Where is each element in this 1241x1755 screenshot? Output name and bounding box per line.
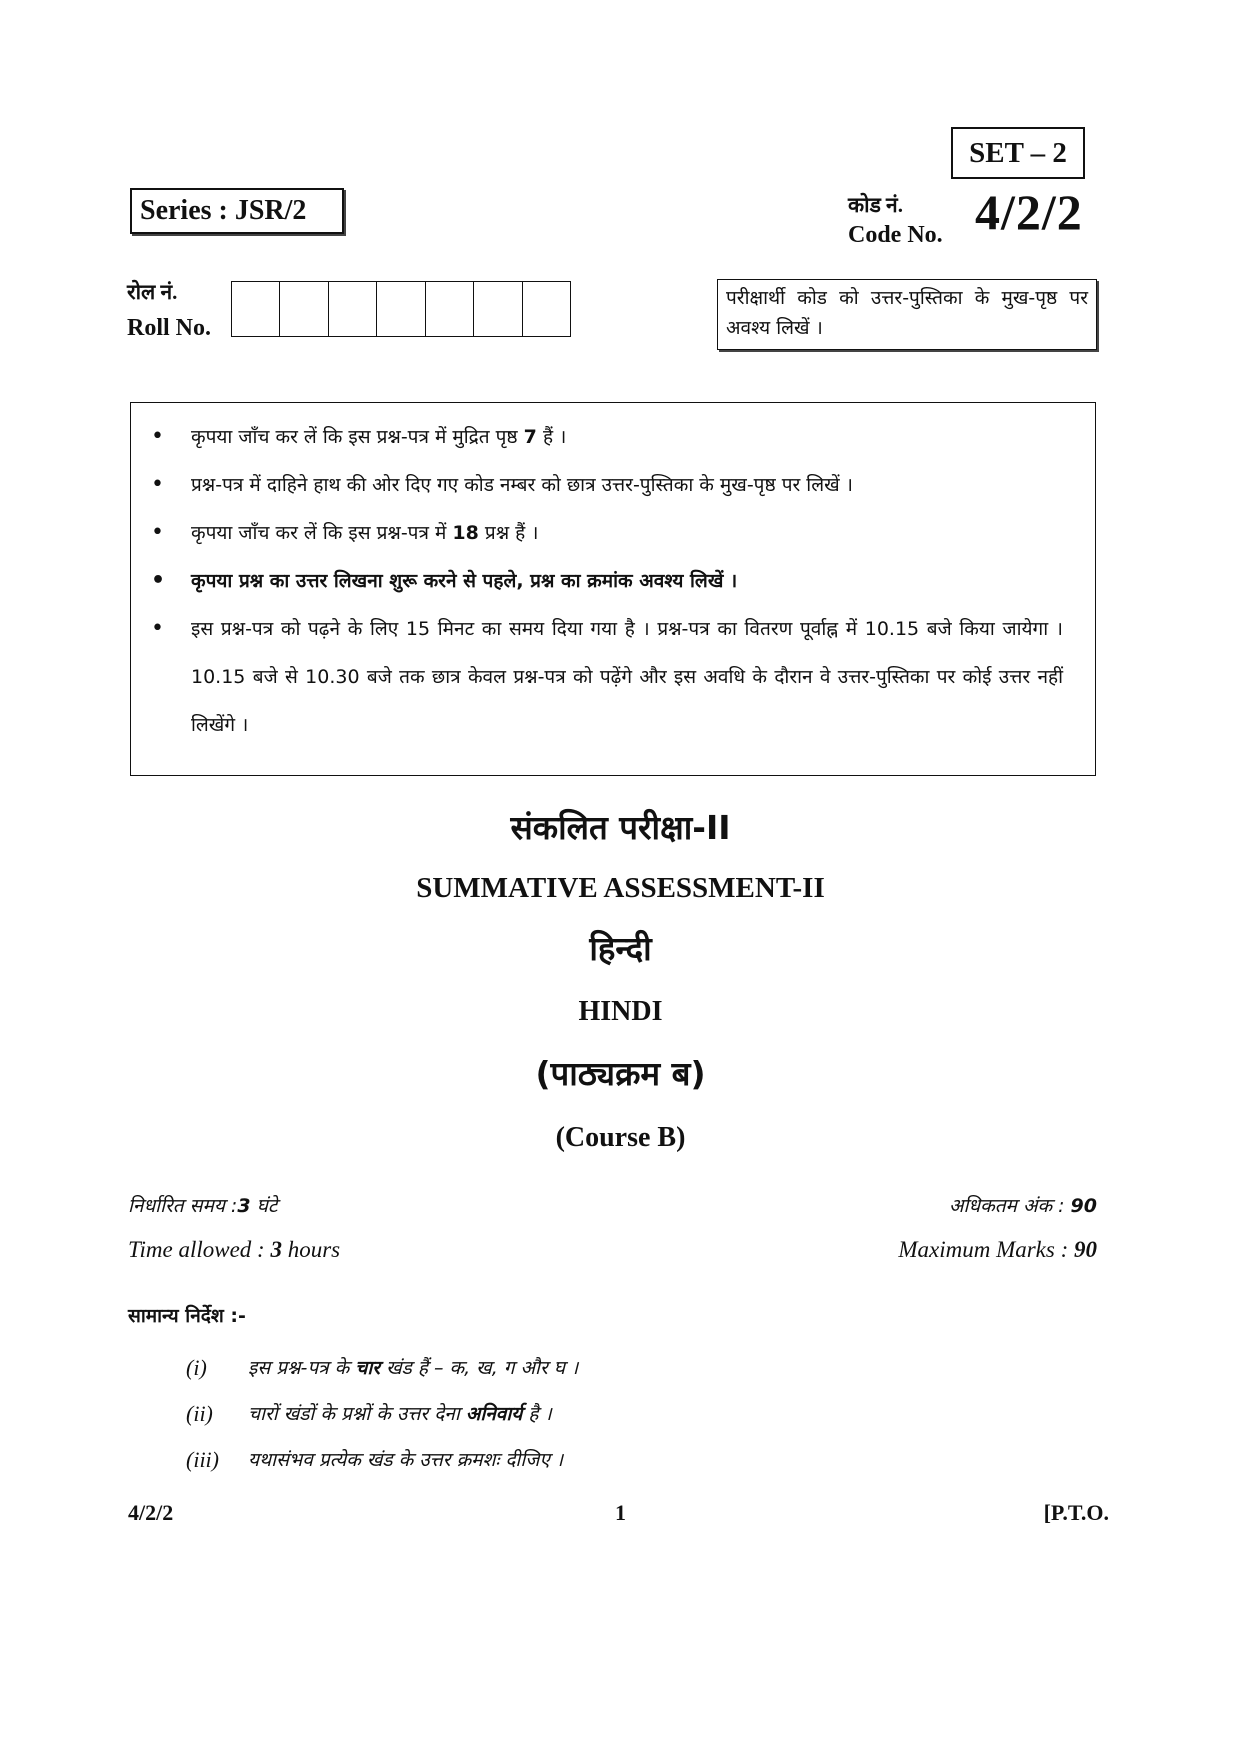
code-label: [848, 190, 943, 250]
footer-code: 4/2/2: [128, 1500, 174, 1525]
roll-number-cell[interactable]: [232, 282, 280, 336]
bullet-icon: •: [151, 424, 164, 449]
instruction-item: • इस प्रश्न-पत्र को पढ़ने के लिए 15 मिनट का समय दिया गया है । प्रश्न-पत्र का वितरण पूर्वाह्न में 10.15 बजे किया जायेगा । 10.15 बजे से 10.30 बजे तक छात्र केवल प्रश्न-पत्र को पढ़ेंगे और इस अवधि के दौरान वे उत्तर-पुस्तिका पर कोई उत्तर नहीं लिखेंगे ।: [191, 605, 1063, 749]
roll-number-cell[interactable]: [377, 282, 425, 336]
subject-english: HINDI: [578, 996, 663, 1027]
set-number: SET – 2: [951, 127, 1085, 179]
please-turn-over: [P.T.O.: [1043, 1500, 1109, 1525]
maximum-marks: [898, 1184, 1097, 1272]
bullet-icon: •: [151, 616, 164, 641]
instructions-box: [130, 402, 1096, 776]
instruction-item: • कृपया जाँच कर लें कि इस प्रश्न-पत्र में 18 प्रश्न हैं ।: [191, 509, 1063, 557]
general-instruction-number: (ii): [186, 1401, 213, 1426]
general-instruction-item: [186, 1391, 578, 1437]
roll-label-hindi: रोल नं.: [127, 280, 178, 304]
roll-number-boxes[interactable]: [231, 281, 571, 337]
roll-number-cell[interactable]: [329, 282, 377, 336]
series-label: Series : JSR/2: [130, 188, 344, 234]
subject-hindi: हिन्दी: [589, 929, 652, 968]
roll-label: [127, 274, 211, 346]
general-instruction-item: [186, 1437, 578, 1483]
roll-number-cell[interactable]: [426, 282, 474, 336]
time-allowed: [128, 1184, 340, 1272]
roll-label-english: Roll No.: [127, 315, 211, 341]
maximum-marks-hindi: अधिकतम अंक : 90: [949, 1195, 1097, 1217]
maximum-marks-english: Maximum Marks : 90: [898, 1237, 1097, 1262]
code-value: 4/2/2: [975, 184, 1083, 240]
general-instruction-number: (iii): [186, 1447, 219, 1472]
code-label-hindi: कोड नं.: [848, 193, 903, 217]
time-allowed-hindi: निर्धारित समय :3 घंटे: [128, 1195, 278, 1217]
exam-title-hindi: संकलित परीक्षा-II: [510, 808, 731, 847]
instruction-item: • कृपया जाँच कर लें कि इस प्रश्न-पत्र में मुद्रित पृष्ठ 7 हैं ।: [191, 413, 1063, 461]
time-allowed-english: Time allowed : 3 hours: [128, 1237, 341, 1262]
page-number: 1: [615, 1500, 626, 1525]
roll-number-cell[interactable]: [523, 282, 570, 336]
bullet-icon: •: [151, 520, 164, 545]
candidate-note: परीक्षार्थी कोड को उत्तर-पुस्तिका के मुख-पृष्ठ पर अवश्य लिखें ।: [717, 279, 1097, 350]
general-instruction-text: चारों खंडों के प्रश्नों के उत्तर देना अनिवार्य है ।: [248, 1403, 552, 1425]
general-instruction-number: (i): [186, 1355, 207, 1380]
general-instructions-heading: सामान्य निर्देश :-: [128, 1305, 246, 1327]
code-label-english: Code No.: [848, 222, 943, 248]
general-instruction-item: [186, 1345, 578, 1391]
instruction-item: • प्रश्न-पत्र में दाहिने हाथ की ओर दिए गए कोड नम्बर को छात्र उत्तर-पुस्तिका के मुख-पृष्ठ पर लिखें ।: [191, 461, 1063, 509]
general-instruction-text: यथासंभव प्रत्येक खंड के उत्तर क्रमशः दीजिए ।: [248, 1449, 564, 1471]
instruction-item: • कृपया प्रश्न का उत्तर लिखना शुरू करने से पहले, प्रश्न का क्रमांक अवश्य लिखें ।: [191, 557, 1063, 605]
general-instructions-list: [186, 1345, 578, 1483]
general-instruction-text: इस प्रश्न-पत्र के चार खंड हैं – क, ख, ग और घ ।: [248, 1357, 579, 1379]
bullet-icon: •: [151, 568, 166, 593]
bullet-icon: •: [151, 472, 164, 497]
course-english: (Course B): [555, 1122, 686, 1153]
roll-number-cell[interactable]: [474, 282, 522, 336]
exam-title-english: SUMMATIVE ASSESSMENT-II: [416, 872, 825, 904]
roll-number-cell[interactable]: [280, 282, 328, 336]
course-hindi: (पाठ्यक्रम ब): [535, 1054, 706, 1093]
